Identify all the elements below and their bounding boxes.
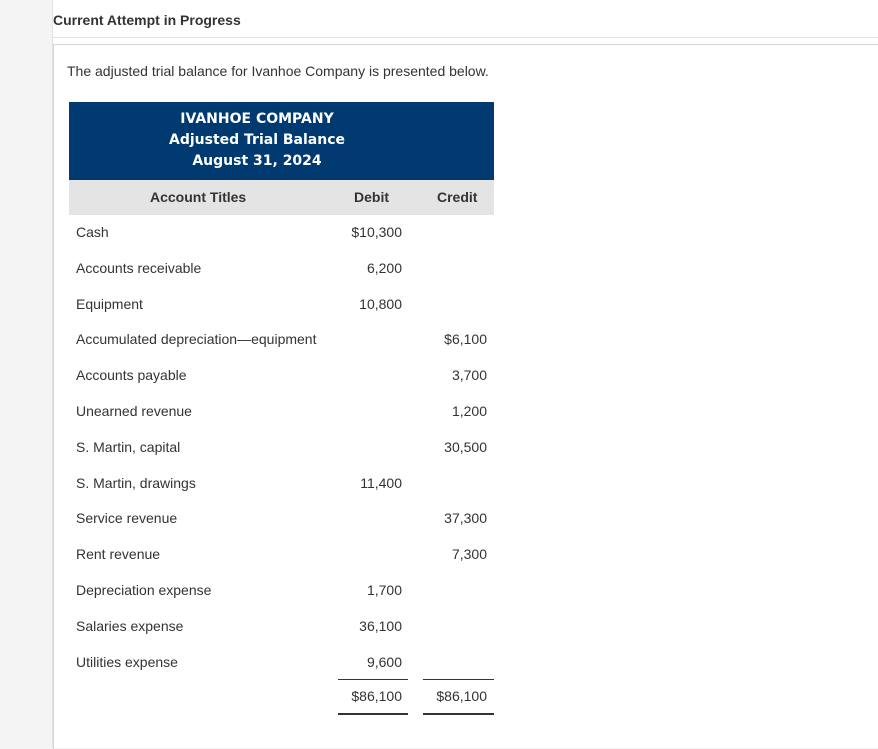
account-title: Salaries expense (76, 617, 184, 634)
totals-row (69, 688, 494, 708)
account-title: Accumulated depreciation—equipment (76, 331, 317, 348)
credit-amount: 1,200 (451, 403, 487, 419)
debit-amount: 11,400 (360, 474, 402, 491)
account-title: Equipment (76, 295, 143, 312)
table-row (69, 439, 494, 459)
credit-amount: 30,500 (444, 438, 487, 455)
account-title: S. Martin, capital (76, 438, 181, 455)
table-row (69, 582, 494, 602)
account-title: Cash (76, 224, 109, 240)
debit-amount: 6,200 (366, 259, 402, 276)
credit-total-double-rule (423, 713, 494, 715)
table-row (69, 224, 494, 244)
account-title: Rent revenue (76, 546, 161, 563)
account-title: Service revenue (76, 510, 178, 527)
table-row (69, 618, 494, 638)
debit-amount: $10,300 (351, 224, 402, 240)
table-row (69, 546, 494, 566)
debit-amount: 1,700 (366, 582, 402, 598)
statement-title: Adjusted Trial Balance (169, 132, 345, 148)
table-row (69, 367, 494, 387)
column-credit: Credit (437, 189, 478, 205)
column-header-row (69, 180, 494, 215)
account-title: Utilities expense (76, 653, 178, 670)
attempt-status: Current Attempt in Progress (53, 12, 241, 28)
table-row (69, 296, 494, 316)
table-row (69, 403, 494, 423)
column-debit: Debit (354, 189, 389, 205)
total-credit: $86,100 (436, 688, 487, 704)
table-row (69, 510, 494, 530)
credit-subtotal-rule (423, 679, 494, 680)
statement-date: August 31, 2024 (192, 153, 322, 169)
account-title: Accounts payable (76, 367, 187, 384)
debit-subtotal-rule (338, 679, 408, 680)
table-row (69, 331, 494, 351)
company-name: IVANHOE COMPANY (180, 111, 334, 127)
debit-amount: 9,600 (366, 653, 402, 670)
divider (53, 37, 878, 38)
statement-header (69, 102, 494, 180)
debit-total-double-rule (338, 713, 408, 715)
credit-amount: 7,300 (451, 546, 487, 563)
table-row (69, 654, 494, 674)
credit-amount: 3,700 (451, 367, 487, 384)
table-row (69, 475, 494, 495)
total-debit: $86,100 (351, 688, 402, 704)
debit-amount: 36,100 (359, 617, 402, 634)
credit-amount: $6,100 (444, 331, 487, 348)
credit-amount: 37,300 (444, 510, 487, 527)
account-title: Unearned revenue (76, 403, 192, 419)
column-account-titles: Account Titles (150, 189, 247, 205)
table-row (69, 260, 494, 280)
account-title: S. Martin, drawings (76, 474, 196, 491)
account-title: Accounts receivable (76, 259, 202, 276)
debit-amount: 10,800 (359, 295, 402, 312)
account-title: Depreciation expense (76, 582, 212, 598)
question-card (52, 0, 878, 748)
question-intro: The adjusted trial balance for Ivanhoe Company is presented below. (67, 63, 489, 79)
